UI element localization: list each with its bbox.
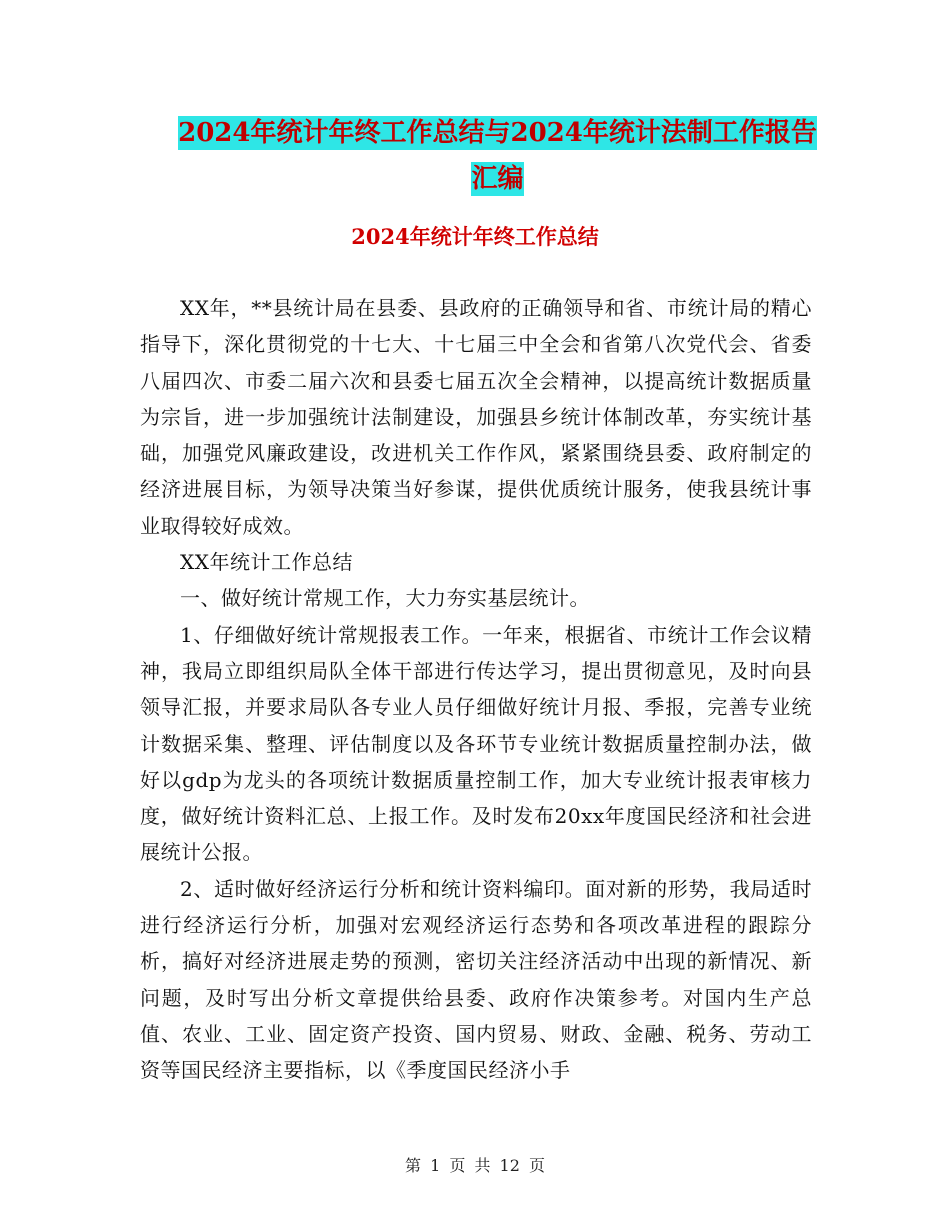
- document-title-line-2: 汇编: [471, 164, 524, 194]
- document-body: [140, 290, 812, 1089]
- paragraph-section-one: 一、做好统计常规工作，大力夯实基层统计。: [180, 586, 590, 611]
- paragraph-item-1: 1、仔细做好统计常规报表工作。一年来，根据省、市统计工作会议精神，我局立即组织局队全体干部进行传达学习，提出贯彻意见，及时向县领导汇报，并要求局队各专业人员仔细做好统计月报、季报，完善专业统计数据采集、整理、评估制度以及各环节专业统计数据质量控制办法，做好以gdp为龙头的各项统计数据质量控制工作，加大专业统计报表审核力度，做好统计资料汇总、上报工作。及时发布20xx年度国民经济和社会进展统计公报。: [140, 622, 812, 865]
- paragraph-intro: XX年，**县统计局在县委、县政府的正确领导和省、市统计局的精心指导下，深化贯彻党的十七大、十七届三中全会和省第八次党代会、省委八届四次、市委二届六次和县委七届五次全会精神，以提高统计数据质量为宗旨，进一步加强统计法制建设，加强县乡统计体制改革，夯实统计基础，加强党风廉政建设，改进机关工作作风，紧紧围绕县委、政府制定的经济进展目标，为领导决策当好参谋，提供优质统计服务，使我县统计事业取得较好成效。: [140, 296, 812, 538]
- page-footer: 第 1 页 共 12 页: [405, 1156, 545, 1175]
- document-title: [140, 110, 855, 202]
- paragraph-item-2: 2、适时做好经济运行分析和统计资料编印。面对新的形势，我局适时进行经济运行分析，加强对宏观经济运行态势和各项改革进程的跟踪分析，搞好对经济进展走势的预测，密切关注经济活动中出现的新情况、新问题，及时写出分析文章提供给县委、政府作决策参考。对国内生产总值、农业、工业、固定资产投资、国内贸易、财政、金融、税务、劳动工资等国民经济主要指标，以《季度国民经济小手: [140, 876, 812, 1083]
- section-title: 2024年统计年终工作总结: [351, 224, 599, 249]
- document-title-line-1: 2024年统计年终工作总结与2024年统计法制工作报告: [178, 118, 817, 148]
- paragraph-heading: XX年统计工作总结: [180, 550, 353, 575]
